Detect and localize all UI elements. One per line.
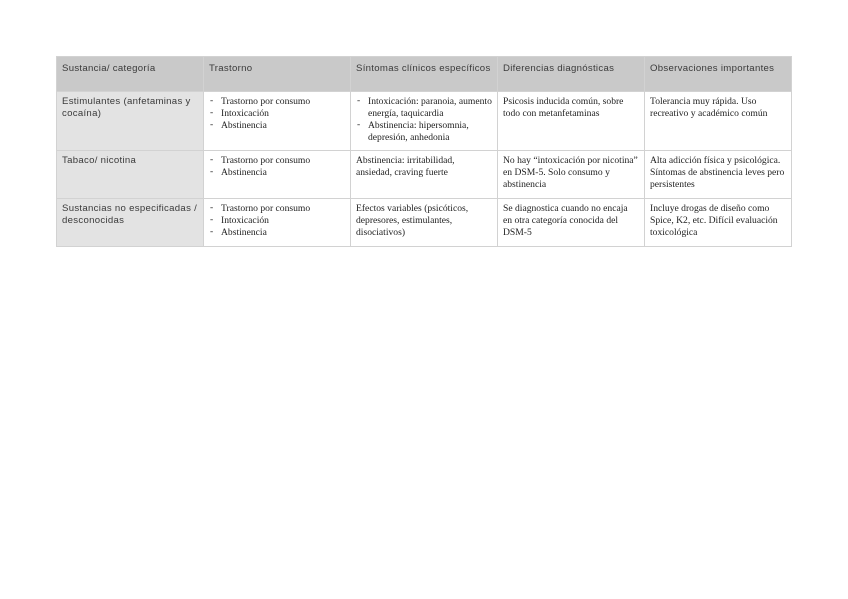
header-notes: Observaciones importantes [645, 57, 792, 92]
disorder-list [209, 96, 345, 132]
diagnostic-cell: Psicosis inducida común, sobre todo con metanfetaminas [498, 92, 645, 151]
category-cell: Estimulantes (anfetaminas y cocaína) [57, 92, 204, 151]
category-cell: Tabaco/ nicotina [57, 151, 204, 199]
list-item: - Intoxicación: paranoia, aumento energía, taquicardia [356, 96, 492, 120]
table-row [57, 199, 792, 247]
list-item: - Trastorno por consumo [209, 96, 345, 108]
list-item: - Abstinencia: hipersomnia, depresión, anhedonia [356, 120, 492, 144]
header-symptoms: Síntomas clínicos específicos [351, 57, 498, 92]
substance-table [56, 56, 792, 247]
diagnostic-cell: Se diagnostica cuando no encaja en otra categoría conocida del DSM-5 [498, 199, 645, 247]
header-row [57, 57, 792, 92]
list-item: - Intoxicación [209, 108, 345, 120]
disorder-cell [204, 199, 351, 247]
diagnostic-cell: No hay “intoxicación por nicotina” en DSM-5. Solo consumo y abstinencia [498, 151, 645, 199]
symptom-list [356, 96, 492, 144]
list-item: - Trastorno por consumo [209, 155, 345, 167]
disorder-cell [204, 92, 351, 151]
list-item: - Intoxicación [209, 215, 345, 227]
table-row [57, 92, 792, 151]
notes-cell: Incluye drogas de diseño como Spice, K2, etc. Difícil evaluación toxicológica [645, 199, 792, 247]
header-substance: Sustancia/ categoría [57, 57, 204, 92]
disorder-cell [204, 151, 351, 199]
notes-cell: Alta adicción física y psicológica. Síntomas de abstinencia leves pero persistentes [645, 151, 792, 199]
category-cell: Sustancias no especificadas / desconocidas [57, 199, 204, 247]
symptoms-cell: Efectos variables (psicóticos, depresores, estimulantes, disociativos) [351, 199, 498, 247]
disorder-list [209, 155, 345, 179]
notes-cell: Tolerancia muy rápida. Uso recreativo y académico común [645, 92, 792, 151]
table-row [57, 151, 792, 199]
list-item: - Trastorno por consumo [209, 203, 345, 215]
list-item: - Abstinencia [209, 167, 345, 179]
symptoms-cell: Abstinencia: irritabilidad, ansiedad, craving fuerte [351, 151, 498, 199]
header-disorder: Trastorno [204, 57, 351, 92]
disorder-list [209, 203, 345, 239]
symptoms-cell [351, 92, 498, 151]
header-diagnostic: Diferencias diagnósticas [498, 57, 645, 92]
list-item: - Abstinencia [209, 227, 345, 239]
list-item: - Abstinencia [209, 120, 345, 132]
